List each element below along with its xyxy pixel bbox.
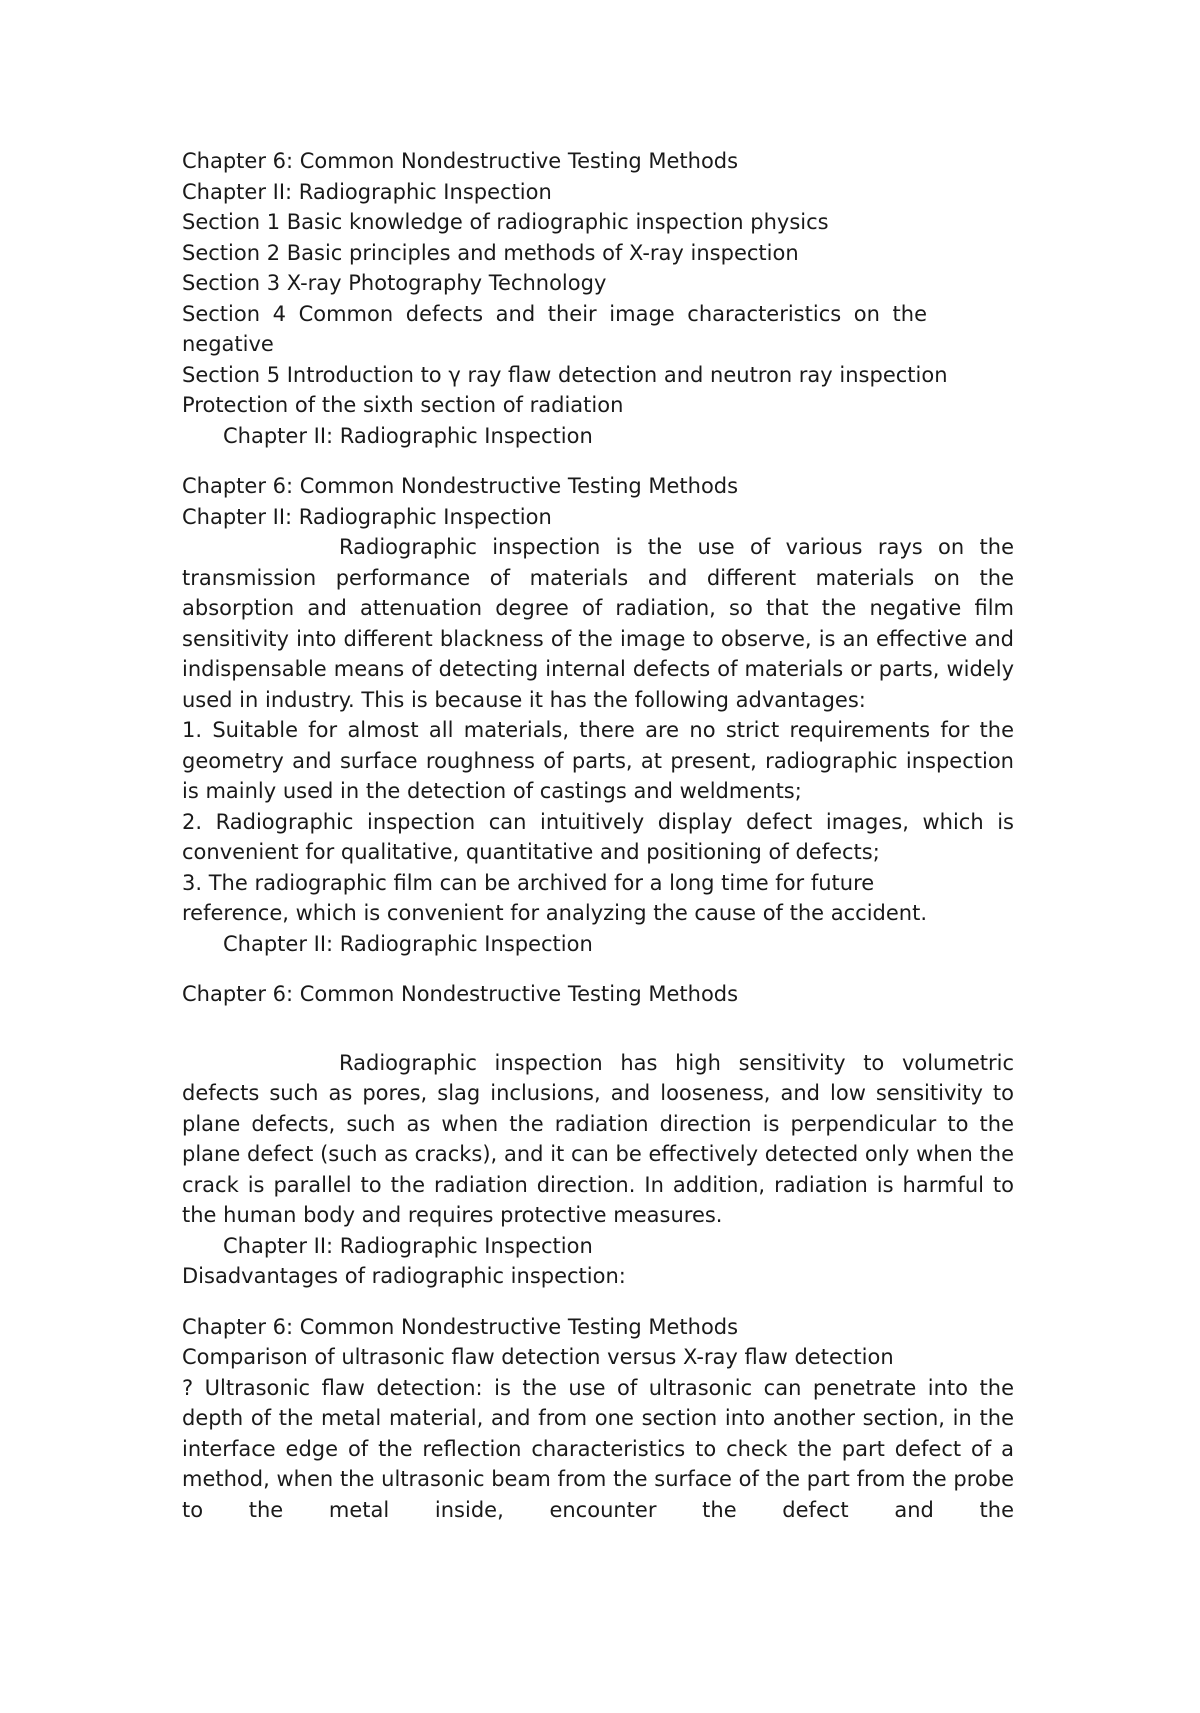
intro-text: Radiographic inspection is the use of various rays on the transmission performance of materials and different materials on the absorption and attenuation degree of radiation, so that the negative film sensitivity into different blackness of the image to observe, is an effective and indispensable means of detecting internal defects of materials or parts, widely used in industry. This is because it has the following advantages: <box>182 535 1014 712</box>
intro-paragraph <box>182 532 1014 715</box>
document-page <box>182 146 1014 1525</box>
table-of-contents-block <box>182 146 1014 451</box>
slide-footer: Chapter II: Radiographic Inspection <box>223 423 593 448</box>
section-item: Section 1 Basic knowledge of radiographic inspection physics <box>182 210 829 234</box>
advantage-point: 2. Radiographic inspection can intuitively display defect images, which is convenient for qualitative, quantitative and positioning of defects; <box>182 809 1014 864</box>
comparison-title: Comparison of ultrasonic flaw detection versus X-ray flaw detection <box>182 1345 894 1369</box>
disadvantages-heading: Disadvantages of radiographic inspection: <box>182 1264 626 1288</box>
chapter-title: Chapter 6: Common Nondestructive Testing Methods <box>182 149 739 173</box>
slide-footer: Chapter II: Radiographic Inspection <box>223 931 593 956</box>
sensitivity-text: Radiographic inspection has high sensitivity to volumetric defects such as pores, slag inclusions, and looseness, and low sensitivity to plane defects, such as when the radiation direction is perpendicular to the plane defect (such as cracks), and it can be effectively detected only when the crack is parallel to the radiation direction. In addition, radiation is harmful to the human body and requires protective measures. <box>182 1050 1014 1227</box>
chapter-title: Chapter 6: Common Nondestructive Testing Methods <box>182 982 739 1006</box>
section-item: Section 2 Basic principles and methods of X-ray inspection <box>182 240 799 265</box>
advantage-point: 1. Suitable for almost all materials, there are no strict requirements for the geometry and surface roughness of parts, at present, radiographic inspection is mainly used in the detection of castings and weldments; <box>182 718 1014 803</box>
section-item: Section 3 X-ray Photography Technology <box>182 271 607 295</box>
chapter-title: Chapter 6: Common Nondestructive Testing Methods <box>182 474 739 498</box>
section-item: Section 4 Common defects and their image characteristics on the negative <box>182 301 927 356</box>
ultrasonic-paragraph: ? Ultrasonic flaw detection: is the use of ultrasonic can penetrate into the depth of the metal material, and from one section into another section, in the interface edge of the reflection characteristics to check the part defect of a method, when the ultrasonic beam from the surface of the part from the probe to the metal inside, encounter the defect and the <box>182 1375 1014 1522</box>
section-item: Protection of the sixth section of radiation <box>182 393 624 417</box>
slide-footer: Chapter II: Radiographic Inspection <box>223 1233 593 1258</box>
chapter-subtitle: Chapter II: Radiographic Inspection <box>182 179 552 204</box>
advantage-point: 3. The radiographic film can be archived for a long time for future reference, which is convenient for analyzing the cause of the accident. <box>182 870 928 925</box>
advantages-block <box>182 471 1014 959</box>
sensitivity-block <box>182 979 1014 1292</box>
chapter-title: Chapter 6: Common Nondestructive Testing Methods <box>182 1314 739 1339</box>
sensitivity-paragraph <box>182 1048 1014 1231</box>
section-item: Section 5 Introduction to γ ray flaw detection and neutron ray inspection <box>182 362 948 387</box>
chapter-subtitle: Chapter II: Radiographic Inspection <box>182 504 552 529</box>
comparison-block <box>182 1312 1014 1526</box>
